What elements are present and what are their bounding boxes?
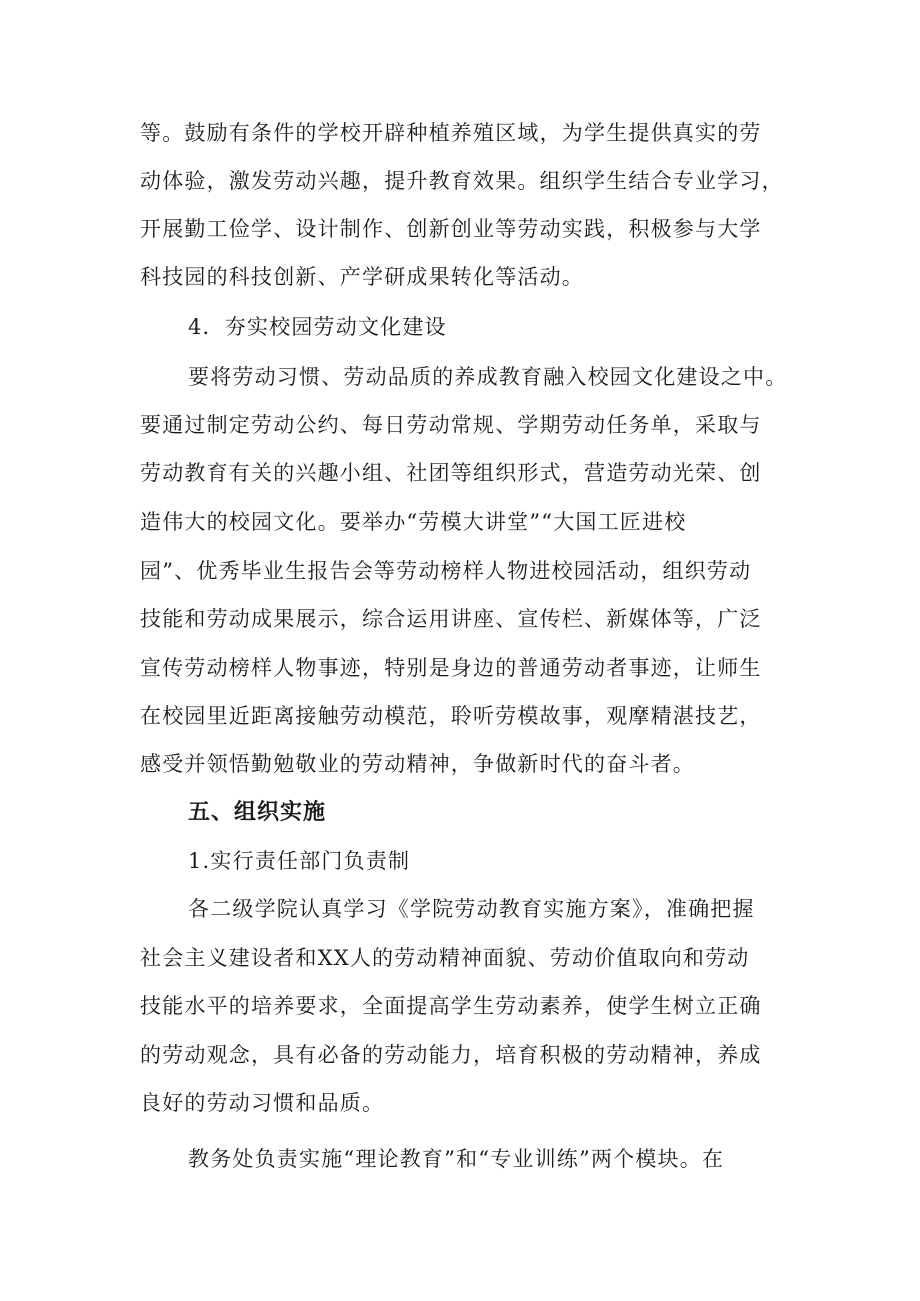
paragraph-line: 在校园里近距离接触劳动模范，聆听劳模故事，观摩精湛技艺，: [140, 704, 762, 728]
paragraph-line: 开展勤工俭学、设计制作、创新创业等劳动实践，积极参与大学: [140, 217, 762, 241]
paragraph-line: 造伟大的校园文化。要举办“劳模大讲堂”“大国工匠进校: [140, 510, 687, 534]
paragraph-line: 良好的劳动习惯和品质。: [140, 1091, 385, 1115]
paragraph-line: 各二级学院认真学习《学院劳动教育实施方案》，准确把握: [188, 897, 755, 921]
paragraph-line: 科技园的科技创新、产学研成果转化等活动。: [140, 265, 584, 289]
paragraph-line: 社会主义建设者和XX人的劳动精神面貌、劳动价值取向和劳动: [140, 946, 750, 970]
paragraph-line: 园”、优秀毕业生报告会等劳动榜样人物进校园活动，组织劳动: [140, 559, 752, 583]
paragraph-line: 技能水平的培养要求，全面提高学生劳动素养，使学生树立正确: [140, 994, 762, 1018]
section-heading: 五、组织实施: [188, 800, 327, 825]
paragraph-line: 感受并领悟勤勉敬业的劳动精神，争做新时代的奋斗者。: [140, 752, 695, 776]
paragraph-line: 动体验，激发劳动兴趣，提升教育效果。组织学生结合专业学习，: [140, 169, 784, 193]
paragraph-line: 要通过制定劳动公约、每日劳动常规、学期劳动任务单，采取与: [140, 413, 762, 437]
paragraph-line: 教务处负责实施“理论教育”和“专业训练”两个模块。在: [188, 1147, 725, 1171]
paragraph-line: 宣传劳动榜样人物事迹，特别是身边的普通劳动者事迹，让师生: [140, 656, 762, 680]
subsection-heading: 4．夯实校园劳动文化建设: [188, 315, 447, 339]
paragraph-line: 要将劳动习惯、劳动品质的养成教育融入校园文化建设之中。: [188, 365, 788, 389]
paragraph-line: 技能和劳动成果展示，综合运用讲座、宣传栏、新媒体等，广泛: [140, 607, 762, 631]
paragraph-line: 劳动教育有关的兴趣小组、社团等组织形式，营造劳动光荣、创: [140, 461, 762, 485]
subsection-heading: 1.实行责任部门负责制: [188, 849, 411, 873]
paragraph-line: 等。鼓励有条件的学校开辟种植养殖区域，为学生提供真实的劳: [140, 121, 762, 145]
paragraph-line: 的劳动观念，具有必备的劳动能力，培育积极的劳动精神，养成: [140, 1043, 762, 1067]
